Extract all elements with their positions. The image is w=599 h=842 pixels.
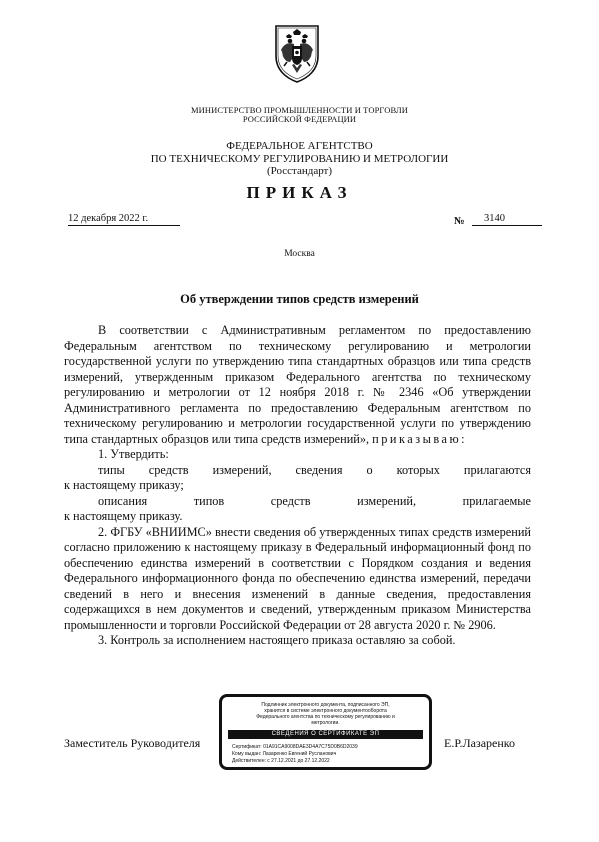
- item-1: 1. Утвердить:: [98, 447, 169, 461]
- item-1a-line-2: к настоящему приказу;: [64, 478, 184, 492]
- agency-line-2: ПО ТЕХНИЧЕСКОМУ РЕГУЛИРОВАНИЮ И МЕТРОЛОГИИ: [150, 152, 449, 165]
- agency-line-3: (Росстандарт): [266, 165, 333, 177]
- electronic-signature-stamp: [219, 694, 432, 770]
- stamp-valid: Действителен: с 27.12.2021 до 27.12.2022: [232, 758, 330, 764]
- stamp-header-line-4: метрологии.: [311, 720, 340, 726]
- order-number: 3140: [472, 213, 542, 226]
- item-1a-line-1: типы средств измерений, сведения о которых прилагаются: [98, 462, 531, 477]
- document-type: ПРИКАЗ: [246, 183, 353, 202]
- preamble-paragraph: [64, 323, 531, 447]
- signatory-name: Е.Р.Лазаренко: [444, 736, 516, 750]
- ministry-line-1: МИНИСТЕРСТВО ПРОМЫШЛЕННОСТИ И ТОРГОВЛИ: [190, 105, 408, 115]
- agency-name: [0, 140, 599, 178]
- order-title: Об утверждении типов средств измерений: [180, 292, 419, 306]
- preamble-text: В соответствии с Административным регламентом по предоставлению Федеральным агентством по техническому регулированию и метрологии государственной услуги по утверждению типа стандартных образцов или типа средств измерений, утвержденным приказом Федерального агентства по техническому регулированию и метрологии от 12 ноября 2018 г. № 2346 «Об утверждении Административного регламента по предоставлению Федеральным агентством по техническому регулированию и метрологии государственной услуги по утверждению типа стандартных образцов или типа средств измерений»,: [64, 323, 531, 446]
- item-3: 3. Контроль за исполнением настоящего приказа оставляю за собой.: [98, 633, 456, 647]
- stamp-certificate: Сертификат: 01A91CA9008DAE3D4A7C75D0B6D2039: [232, 744, 358, 750]
- order-date: 12 декабря 2022 г.: [68, 213, 180, 226]
- signatory-position: Заместитель Руководителя: [64, 736, 201, 750]
- city: Москва: [284, 249, 315, 259]
- item-1b-line-2: к настоящему приказу.: [64, 509, 183, 523]
- ministry-name: [0, 106, 599, 124]
- stamp-issued-to: Кому выдан: Лазаренко Евгений Русланович: [232, 751, 337, 757]
- stamp-header-line-3: Федерального агентства по техническому регулированию и: [256, 714, 395, 720]
- stamp-header-line-1: Подлинник электронного документа, подписанного ЭП,: [261, 702, 390, 708]
- preamble-order-word: приказываю:: [372, 431, 468, 446]
- stamp-header-line-2: хранится в системе электронного документооборота: [264, 708, 387, 714]
- agency-line-1: ФЕДЕРАЛЬНОЕ АГЕНТСТВО: [226, 140, 373, 152]
- coat-of-arms-emblem: [272, 22, 322, 84]
- stamp-certificate-bar: СВЕДЕНИЯ О СЕРТИФИКАТЕ ЭП: [228, 730, 423, 739]
- stamp-header: [222, 702, 429, 726]
- item-1b-line-1: описания типов средств измерений, прилагаемые: [98, 493, 531, 508]
- number-sign: №: [454, 216, 465, 227]
- item-2: 2. ФГБУ «ВНИИМС» внести сведения об утвержденных типах средств измерений согласно приложению к настоящему приказу в Федеральный информационный фонд по обеспечению единства измерений в соответствии с Порядком создания и ведения Федерального информационного фонда по обеспечению единства измерений, передачи сведений в него и внесения изменений в данные сведения, предоставления содержащихся в нем документов и сведений, утвержденным приказом Министерства промышленности и торговли Российской Федерации от 28 августа 2020 г. № 2906.: [64, 524, 531, 632]
- ministry-line-2: РОССИЙСКОЙ ФЕДЕРАЦИИ: [242, 114, 357, 124]
- order-body: [64, 323, 531, 649]
